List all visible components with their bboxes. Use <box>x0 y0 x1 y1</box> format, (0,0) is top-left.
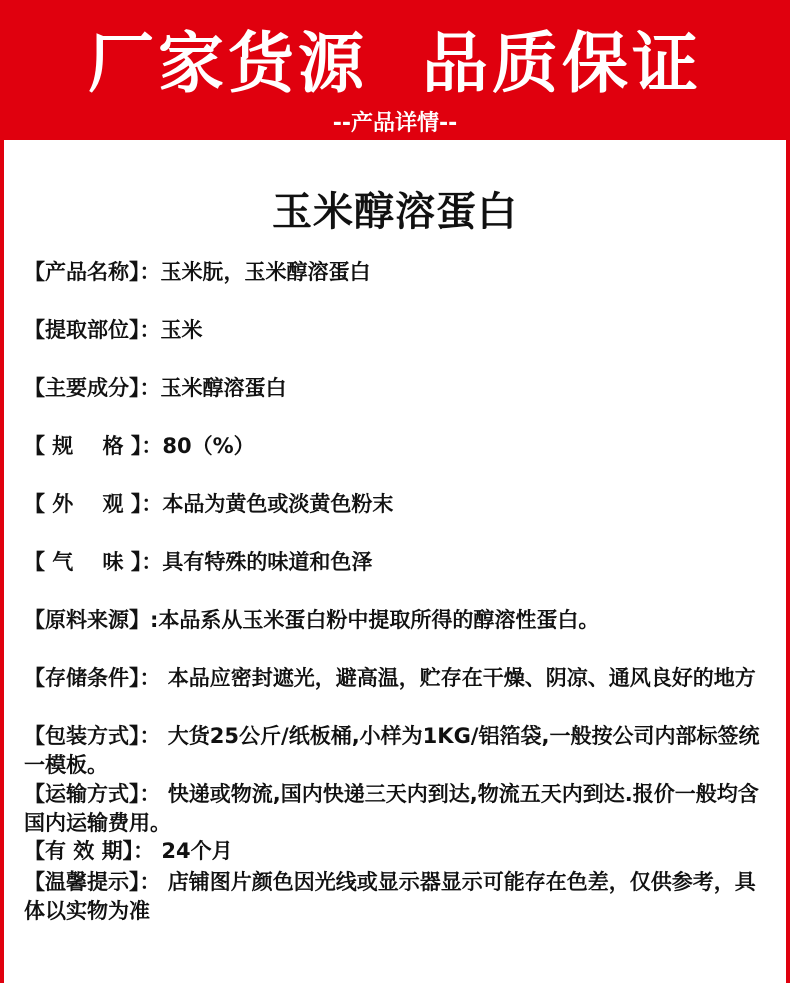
spec-main-ingredient <box>24 374 764 403</box>
spec-raw-material-source <box>24 606 764 635</box>
spec-storage-conditions <box>24 664 764 693</box>
header-banner <box>0 0 790 140</box>
headline: 厂家货源 品质保证 <box>88 25 702 102</box>
product-title: 玉米醇溶蛋白 <box>272 189 518 235</box>
product-detail-panel <box>4 140 786 983</box>
spec-label: 【主要成分】 <box>24 376 140 400</box>
spec-value: ： 本品应密封遮光，避高温，贮存在干燥、阴凉、通风良好的地方 <box>139 666 756 690</box>
spec-value: ：80（%） <box>141 434 255 458</box>
spec-label: 【有 效 期】 <box>24 839 134 863</box>
spec-shipping <box>24 780 764 838</box>
spec-label: 【提取部位】 <box>24 318 140 342</box>
subheading: --产品详情-- <box>332 111 458 136</box>
spec-product-name <box>24 258 764 287</box>
spec-value: ：本品为黄色或淡黄色粉末 <box>141 492 394 516</box>
spec-label: 【产品名称】 <box>24 260 140 284</box>
spec-label: 【包装方式】 <box>24 724 140 748</box>
spec-value: ：玉米 <box>139 318 203 342</box>
spec-label: 【 规 格 】 <box>24 434 142 458</box>
spec-value: ： 店铺图片颜色因光线或显示器显示可能存在色差，仅供参考，具体以实物为准 <box>24 870 756 923</box>
spec-value: ： 快递或物流,国内快递三天内到达,物流五天内到达.报价一般均含国内运输费用。 <box>24 782 759 835</box>
spec-value: ： 大货25公斤/纸板桶,小样为1KG/铝箔袋,一般按公司内部标签统一模板。 <box>24 724 760 777</box>
spec-label: 【 气 味 】 <box>24 550 142 574</box>
spec-value: :本品系从玉米蛋白粉中提取所得的醇溶性蛋白。 <box>150 608 600 632</box>
spec-packaging <box>24 722 764 780</box>
spec-appearance <box>24 490 764 519</box>
spec-label: 【温馨提示】 <box>24 870 140 894</box>
spec-specification <box>24 432 764 461</box>
spec-label: 【原料来源】 <box>24 608 150 632</box>
spec-value: ：具有特殊的味道和色泽 <box>141 550 373 574</box>
spec-label: 【 外 观 】 <box>24 492 142 516</box>
spec-odor <box>24 548 764 577</box>
spec-extraction-part <box>24 316 764 345</box>
spec-value: ： 24个月 <box>133 839 233 863</box>
spec-label: 【运输方式】 <box>24 782 140 806</box>
spec-label: 【存储条件】 <box>24 666 140 690</box>
spec-value: ：玉米朊，玉米醇溶蛋白 <box>139 260 371 284</box>
spec-notice <box>24 868 764 926</box>
spec-value: ：玉米醇溶蛋白 <box>139 376 287 400</box>
spec-shelf-life <box>24 837 764 866</box>
